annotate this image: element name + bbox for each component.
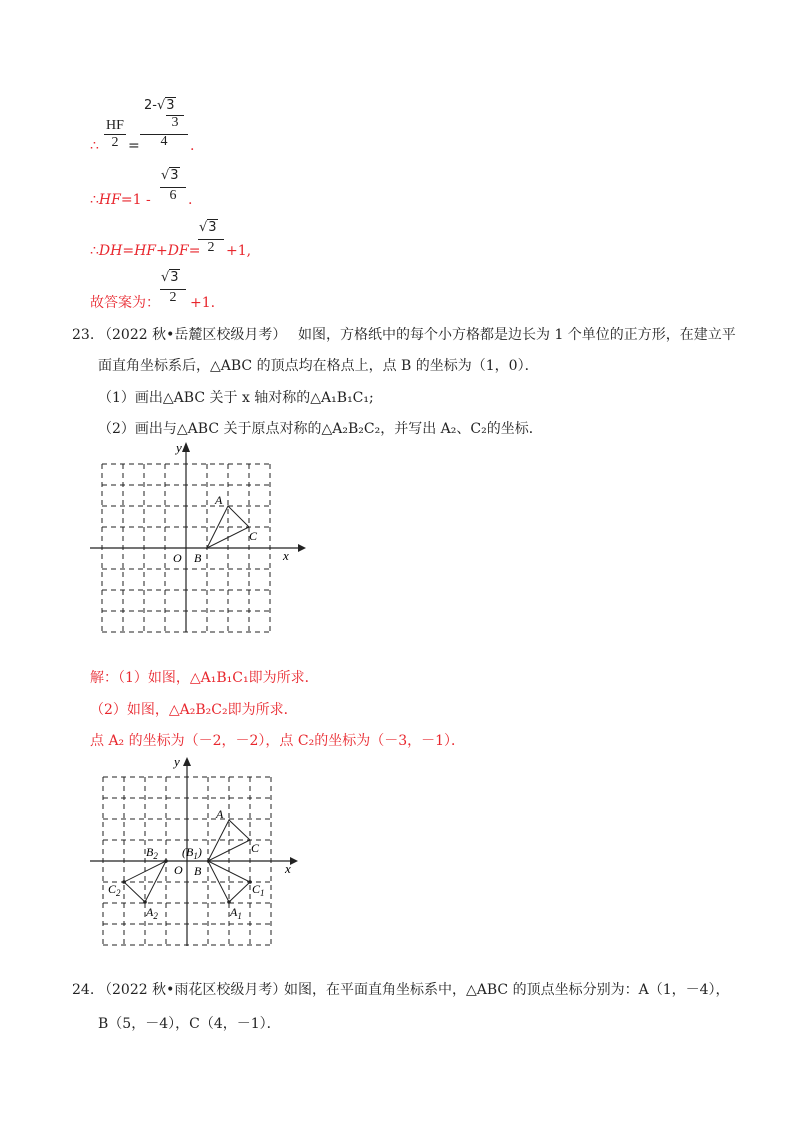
- therefore-line-3: ∴DH=HF+DF=: [90, 243, 201, 259]
- point-a1-dot: [227, 900, 231, 904]
- origin-label: O: [173, 551, 182, 565]
- question-part-1: （1）画出△ABC 关于 x 轴对称的△A₁B₁C₁;: [98, 390, 374, 406]
- fraction-hf-over-2: $\frac{HF}{2}$: [104, 118, 126, 151]
- y-axis-arrow: [183, 757, 191, 766]
- point-b-label: B: [194, 551, 202, 565]
- answer-line-2: （2）如图，△A₂B₂C₂即为所求．: [90, 702, 298, 718]
- therefore-line-2: ∴HF=1 -: [90, 192, 151, 208]
- question-stem-1: 如图，方格纸中的每个小方格都是边长为 1 个单位的正方形，在建立平: [298, 327, 736, 343]
- fraction-root3-over-2-a: √3 2: [196, 218, 226, 266]
- fraction-root3-over-6: √3 6: [158, 166, 188, 214]
- y-axis-label: y: [176, 440, 182, 455]
- point-a2-label: $A_2$: [146, 905, 158, 921]
- answer-line-1: 解：（1）如图，△A₁B₁C₁即为所求．: [90, 670, 319, 686]
- x-axis-label: x: [285, 861, 291, 876]
- y-axis-label: y: [174, 754, 180, 769]
- point-b2-label: $B_2$: [146, 845, 158, 861]
- x-axis-label: x: [283, 548, 289, 563]
- coordinate-figure-1: [90, 438, 310, 638]
- y-axis-arrow: [182, 442, 190, 452]
- question-source: （2022 秋•雨花区校级月考）: [98, 982, 287, 998]
- question-stem-2: B（5，－4），C（4，－1）．: [98, 1016, 281, 1032]
- point-c-label: C: [249, 529, 258, 543]
- point-c2-dot: [122, 880, 126, 884]
- coordinate-figure-2: [90, 754, 310, 954]
- x-axis-arrow: [290, 857, 298, 865]
- question-source: （2022 秋•岳麓区校级月考）: [98, 327, 287, 343]
- x-axis-arrow: [298, 544, 306, 552]
- question-stem-2: 面直角坐标系后，△ABC 的顶点均在格点上，点 B 的坐标为（1，0）．: [98, 358, 539, 374]
- point-a-label: A: [216, 807, 224, 821]
- fraction-root3-over-2-b: √3 2: [158, 268, 188, 316]
- answer-line-3: 点 A₂ 的坐标为（－2，－2），点 C₂的坐标为（－3，－1）．: [90, 733, 466, 749]
- answer-label: 故答案为：: [90, 295, 160, 311]
- therefore-symbol: ∴: [90, 138, 99, 154]
- point-c-label: C: [251, 841, 260, 855]
- nested-fraction: 2-√3 3 4: [140, 94, 190, 154]
- question-stem-1: 如图，在平面直角坐标系中，△ABC 的顶点坐标分别为：A（1，－4），: [284, 982, 730, 998]
- point-a2-dot: [143, 900, 147, 904]
- point-b-label: B: [194, 864, 202, 878]
- point-c2-label: $C_2$: [108, 882, 121, 898]
- point-c1-label: $C_1$: [252, 882, 265, 898]
- question-number: 24.: [72, 982, 95, 998]
- point-b2-dot: [164, 859, 168, 863]
- question-part-2: （2）画出与△ABC 关于原点对称的△A₂B₂C₂，并写出 A₂、C₂的坐标．: [98, 421, 543, 437]
- question-number: 23.: [72, 327, 95, 343]
- point-a-label: A: [215, 493, 223, 507]
- origin-label: O: [174, 863, 183, 877]
- point-a1-label: $A_1$: [230, 905, 242, 921]
- point-b1-label: $(B_1)$: [182, 845, 202, 861]
